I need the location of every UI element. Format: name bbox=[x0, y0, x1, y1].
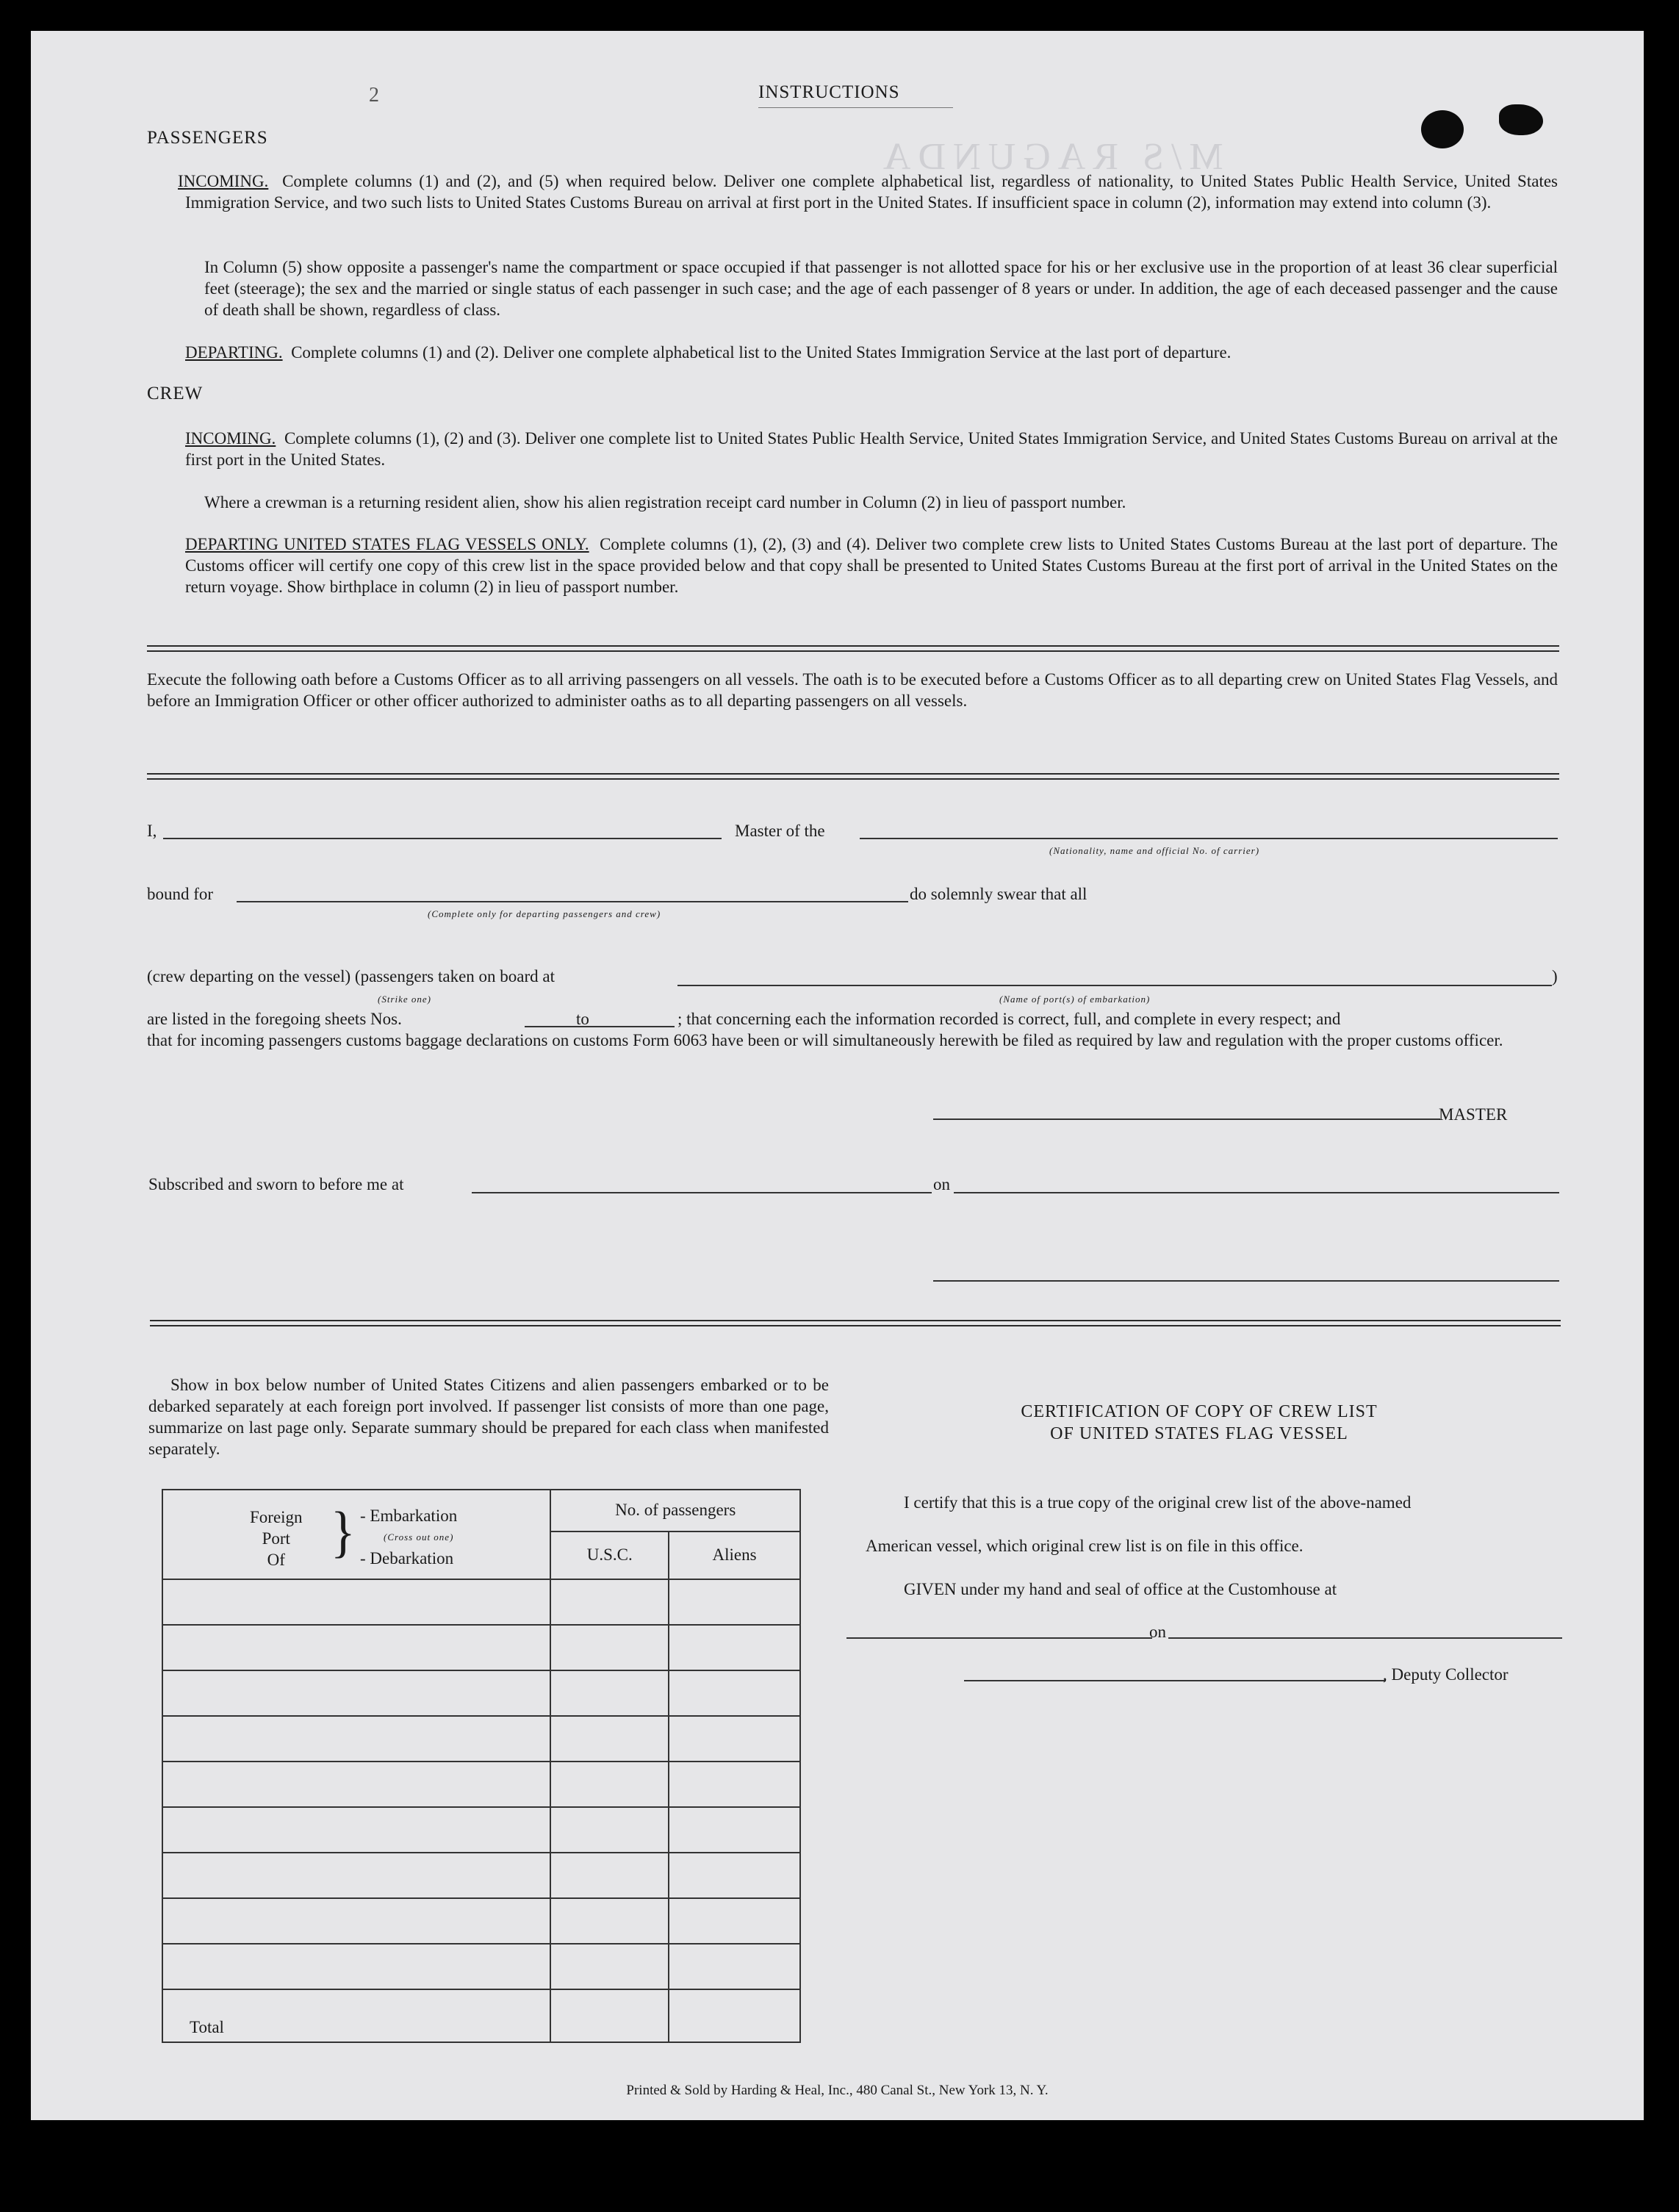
passengers-departing-text: Complete columns (1) and (2). Deliver one complete alphabetical list to the United States Immigration Service at the last port of departure. bbox=[291, 343, 1232, 362]
strike-one-note: (Strike one) bbox=[378, 994, 432, 1005]
passengers-heading: PASSENGERS bbox=[147, 128, 268, 148]
table-row bbox=[162, 1579, 800, 1625]
customhouse-field[interactable] bbox=[846, 1637, 1152, 1639]
table-row bbox=[162, 1944, 800, 1989]
crew-heading: CREW bbox=[147, 384, 204, 403]
i-label: I, bbox=[147, 822, 157, 840]
table-row bbox=[162, 1625, 800, 1670]
carrier-note: (Nationality, name and official No. of carrier) bbox=[1049, 845, 1260, 856]
oath-intro: Execute the following oath before a Customs Officer as to all arriving passengers on all vessels. The oath is to be executed before a Customs Officer as to all departing crew on United States Flag Vessels, and before an Immigration Officer or other officer authorized to administer oaths as to all departing passengers on all vessels. bbox=[147, 670, 1558, 710]
form-sheet bbox=[31, 31, 1644, 2120]
title-underline bbox=[758, 107, 953, 108]
listed-label: are listed in the foregoing sheets Nos. bbox=[147, 1010, 402, 1028]
passengers-incoming bbox=[178, 170, 1558, 213]
table-row bbox=[162, 1853, 800, 1898]
certify-line-2: American vessel, which original crew list is on file in this office. bbox=[866, 1537, 1304, 1555]
to-label: to bbox=[576, 1010, 589, 1028]
table-row bbox=[162, 1898, 800, 1944]
master-label: MASTER bbox=[1439, 1105, 1508, 1124]
double-rule bbox=[147, 778, 1559, 780]
table-row bbox=[162, 1670, 800, 1716]
passengers-departing-label: DEPARTING. bbox=[185, 343, 283, 362]
sheet-to-field[interactable] bbox=[595, 1026, 675, 1027]
cross-out-note: (Cross out one) bbox=[384, 1531, 454, 1543]
master-name-field[interactable] bbox=[163, 838, 722, 839]
ink-blot bbox=[1421, 110, 1464, 148]
table-row bbox=[162, 1807, 800, 1853]
officer-signature-field[interactable] bbox=[933, 1280, 1559, 1282]
double-rule bbox=[147, 773, 1559, 775]
deputy-signature-field[interactable] bbox=[964, 1680, 1386, 1681]
certification-on-label: on bbox=[1149, 1623, 1166, 1641]
printer-footer: Printed & Sold by Harding & Heal, Inc., 480 Canal St., New York 13, N. Y. bbox=[626, 2083, 1049, 2098]
subscribed-place-field[interactable] bbox=[472, 1192, 932, 1193]
double-rule bbox=[147, 650, 1559, 652]
crew-departing bbox=[185, 534, 1558, 597]
table-row bbox=[162, 1716, 800, 1762]
subscribed-label: Subscribed and sworn to before me at bbox=[148, 1175, 404, 1193]
ghost-text: M/S RAGUNDA bbox=[876, 136, 1223, 178]
subscribed-date-field[interactable] bbox=[954, 1192, 1559, 1193]
listed-text-3: that for incoming passengers customs baggage declarations on customs Form 6063 have been or will simultaneously herewith be filed as required by law and regulation with the proper customs officer. bbox=[147, 1031, 1503, 1049]
crew-incoming-label: INCOMING. bbox=[185, 429, 276, 448]
total-label: Total bbox=[162, 1989, 550, 2042]
col-of: Of bbox=[267, 1551, 285, 1569]
page-mark: 2 bbox=[369, 84, 379, 107]
crew-incoming bbox=[185, 428, 1558, 470]
passenger-summary-table bbox=[162, 1489, 801, 2043]
port-header-cell bbox=[162, 1490, 550, 1579]
certification-title-2: OF UNITED STATES FLAG VESSEL bbox=[1050, 1424, 1348, 1443]
embarkation-port-note: (Name of port(s) of embarkation) bbox=[999, 994, 1151, 1005]
crew-departing-label: (crew departing on the vessel) (passengers taken on board at bbox=[147, 967, 555, 985]
double-rule bbox=[150, 1320, 1561, 1321]
double-rule bbox=[150, 1325, 1561, 1326]
certification-title bbox=[898, 1401, 1500, 1445]
crew-incoming-text: Complete columns (1), (2) and (3). Deliver one complete list to United States Public Health Service, United States Immigration Service, and United States Customs Bureau on arrival at the first port in the United States. bbox=[185, 429, 1558, 469]
certification-date-field[interactable] bbox=[1168, 1637, 1562, 1639]
passengers-incoming-label: INCOMING. bbox=[178, 172, 269, 190]
subscribed-on-label: on bbox=[933, 1175, 950, 1193]
no-passengers-header: No. of passengers bbox=[550, 1490, 800, 1531]
double-rule bbox=[147, 645, 1559, 647]
table-row bbox=[162, 1762, 800, 1807]
bound-for-label: bound for bbox=[147, 885, 214, 903]
bound-for-field[interactable] bbox=[237, 901, 908, 902]
certify-line-1: I certify that this is a true copy of the original crew list of the above-named bbox=[904, 1493, 1412, 1512]
deputy-collector-label: , Deputy Collector bbox=[1383, 1665, 1509, 1684]
total-row bbox=[162, 1989, 800, 2042]
passengers-departing bbox=[185, 342, 1558, 363]
swear-label: do solemnly swear that all bbox=[910, 885, 1087, 903]
certification-title-1: CERTIFICATION OF COPY OF CREW LIST bbox=[1021, 1402, 1378, 1421]
given-line: GIVEN under my hand and seal of office at the Customhouse at bbox=[904, 1580, 1337, 1598]
embarkation-label: - Embarkation bbox=[360, 1507, 458, 1525]
passengers-incoming-text: Complete columns (1) and (2), and (5) when required below. Deliver one complete alphabetical list, regardless of nationality, to United States Public Health Service, United States Immigration Service, and two such lists to United States Customs Bureau on arrival at first port in the United States. If insufficient space in column (2), information may extend into column (3). bbox=[185, 172, 1558, 212]
listed-text-2: ; that concerning each the information recorded is correct, full, and complete in every respect; and bbox=[677, 1010, 1341, 1028]
instructions-title: INSTRUCTIONS bbox=[758, 82, 900, 102]
ink-blot bbox=[1499, 104, 1543, 135]
crew-resident: Where a crewman is a returning resident alien, show his alien registration receipt card number in Column (2) in lieu of passport number. bbox=[204, 493, 1126, 511]
col-port: Port bbox=[262, 1529, 290, 1548]
embarkation-port-field[interactable] bbox=[677, 985, 1552, 986]
passengers-column5: In Column (5) show opposite a passenger's name the compartment or space occupied if that passenger is not allotted space for his or her exclusive use in the proportion of at least 36 clear superficial feet (steerage); the sex and the married or single status of each passenger in such case; and the age of each passenger of 8 years or under. In addition, the age of each deceased passenger and the cause of death shall be shown, regardless of class. bbox=[204, 258, 1558, 319]
debarkation-label: - Debarkation bbox=[360, 1549, 454, 1568]
sheet-from-field[interactable] bbox=[525, 1026, 605, 1027]
master-of-the-label: Master of the bbox=[735, 822, 825, 840]
col-foreign: Foreign bbox=[250, 1508, 303, 1526]
close-paren: ) bbox=[1552, 967, 1558, 985]
crew-departing-text: Complete columns (1), (2), (3) and (4). Deliver two complete crew lists to United States Customs Bureau at the last port of departure. The Customs officer will certify one copy of this crew list in the space provided below and that copy shall be presented to United States Customs Bureau at the first port of arrival in the United States on the return voyage. Show birthplace in column (2) in lieu of passport number. bbox=[185, 535, 1558, 596]
bound-for-note: (Complete only for departing passengers and crew) bbox=[428, 908, 661, 919]
summary-intro: Show in box below number of United States Citizens and alien passengers embarked or to be debarked separately at each foreign port involved. If passenger list consists of more than one page, summarize on last page only. Separate summary should be prepared for each class when manifested separately. bbox=[148, 1376, 829, 1458]
aliens-header: Aliens bbox=[669, 1531, 800, 1579]
carrier-field[interactable] bbox=[860, 838, 1558, 839]
brace-icon: } bbox=[331, 1501, 356, 1564]
master-signature-field[interactable] bbox=[933, 1118, 1440, 1120]
usc-header: U.S.C. bbox=[550, 1531, 669, 1579]
crew-departing-label: DEPARTING UNITED STATES FLAG VESSELS ONLY. bbox=[185, 535, 589, 553]
